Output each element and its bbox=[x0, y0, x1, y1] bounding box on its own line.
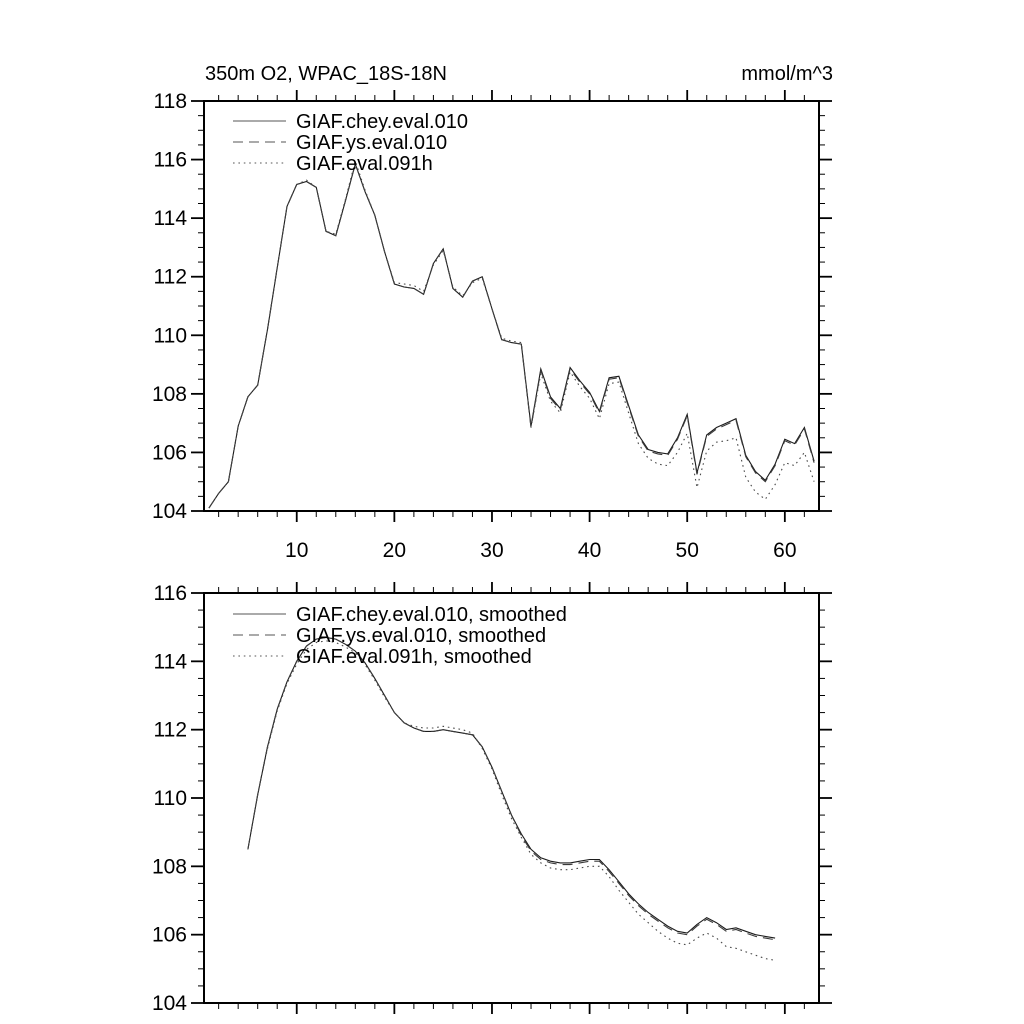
y-tick-label: 114 bbox=[153, 650, 187, 674]
y-tick-label: 104 bbox=[151, 992, 187, 1015]
top-chart-title: 350m O2, WPAC_18S-18N bbox=[205, 63, 447, 85]
x-tick-label: 60 bbox=[773, 539, 797, 562]
top-chart-units-label: mmol/m^3 bbox=[741, 63, 833, 85]
legend-label-ys: GIAF.ys.eval.010 bbox=[296, 132, 448, 154]
legend-label-chey-smoothed: GIAF.chey.eval.010, smoothed bbox=[296, 604, 567, 626]
x-tick-label: 40 bbox=[577, 539, 602, 562]
y-tick-label: 106 bbox=[151, 923, 187, 947]
y-tick-label: 106 bbox=[151, 441, 187, 465]
y-tick-label: 104 bbox=[151, 500, 187, 523]
chart-top bbox=[152, 63, 833, 562]
y-tick-label: 110 bbox=[153, 787, 187, 810]
series-line-solid bbox=[248, 637, 775, 938]
chart-1-series bbox=[248, 637, 775, 960]
y-tick-label: 118 bbox=[153, 90, 187, 113]
chart-0-axes bbox=[152, 90, 832, 562]
y-tick-label: 114 bbox=[153, 207, 187, 231]
chart-bottom bbox=[152, 582, 832, 1015]
series-line-solid bbox=[209, 164, 814, 508]
legend-label-091h: GIAF.eval.091h bbox=[296, 153, 433, 175]
bottom-chart-legend bbox=[233, 604, 567, 668]
series-line-dashed bbox=[209, 164, 814, 508]
x-tick-label: 50 bbox=[675, 539, 699, 562]
x-tick-label: 20 bbox=[382, 539, 407, 562]
series-line-dashed bbox=[248, 637, 775, 939]
legend-label-091h-smoothed: GIAF.eval.091h, smoothed bbox=[296, 646, 532, 668]
y-tick-label: 112 bbox=[153, 718, 187, 742]
y-tick-label: 112 bbox=[153, 265, 187, 289]
legend-label-ys-smoothed: GIAF.ys.eval.010, smoothed bbox=[296, 625, 547, 647]
y-tick-label: 110 bbox=[153, 324, 187, 348]
y-tick-label: 116 bbox=[153, 582, 187, 605]
y-tick-label: 116 bbox=[153, 148, 187, 172]
series-line-dotted bbox=[209, 161, 814, 508]
x-tick-label: 10 bbox=[285, 539, 309, 562]
x-tick-label: 30 bbox=[480, 539, 504, 562]
series-line-dotted bbox=[248, 641, 775, 961]
y-tick-label: 108 bbox=[151, 855, 187, 879]
chart-0-series bbox=[209, 161, 814, 508]
y-tick-label: 108 bbox=[151, 382, 187, 406]
legend-label-chey: GIAF.chey.eval.010 bbox=[296, 111, 468, 133]
top-chart-legend bbox=[233, 111, 468, 175]
